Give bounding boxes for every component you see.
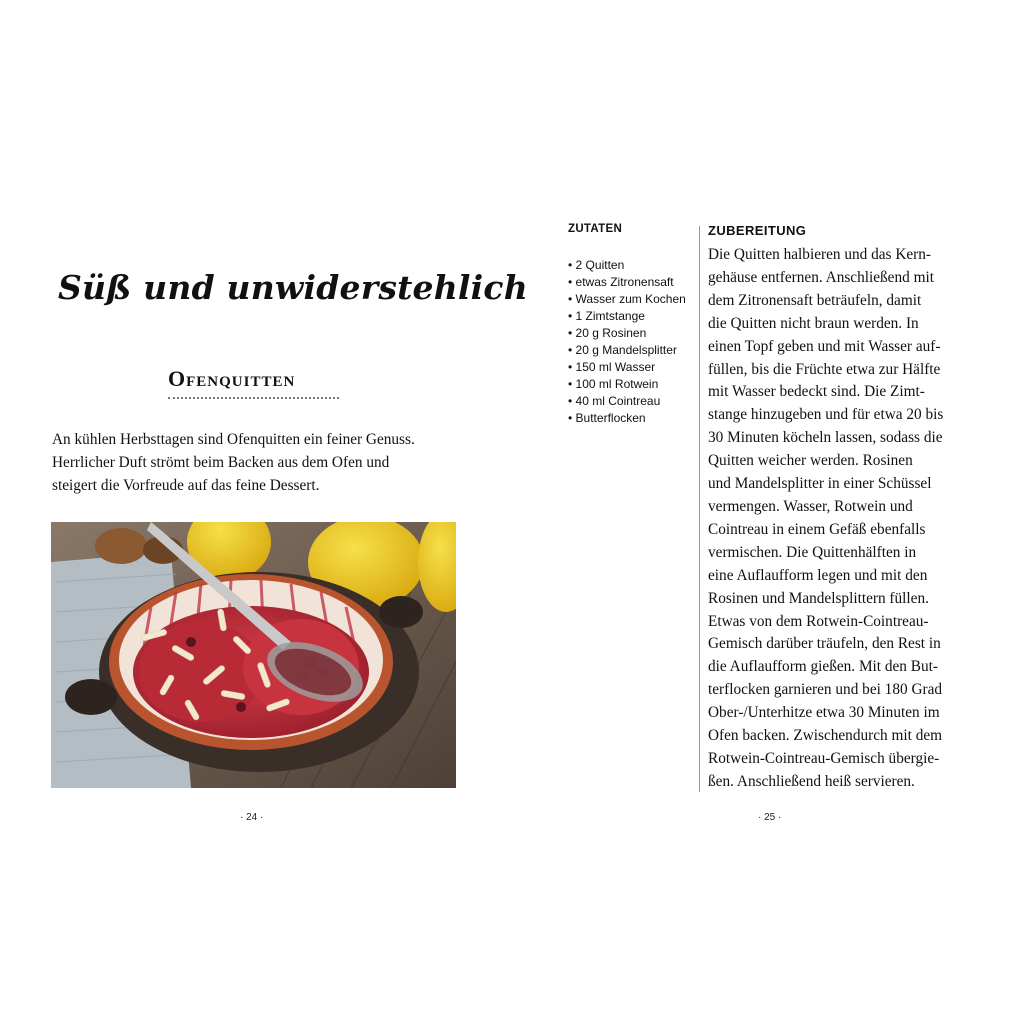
preparation-line: vermengen. Wasser, Rotwein und: [708, 497, 913, 515]
ingredient-item: • Wasser zum Kochen: [568, 291, 693, 308]
page-number-right: · 25 ·: [758, 812, 782, 823]
ingredient-item: • 1 Zimtstange: [568, 308, 693, 325]
preparation-line: Rosinen und Mandelsplittern füllen.: [708, 589, 929, 607]
ingredient-item: • 20 g Rosinen: [568, 325, 693, 342]
ingredients-list: [568, 257, 693, 427]
chapter-title: Süß und unwiderstehlich: [58, 268, 528, 307]
intro-line: steigert die Vorfreude auf das feine Dessert.: [52, 477, 320, 494]
preparation-line: füllen, bis die Früchte etwa zur Hälfte: [708, 360, 941, 378]
ingredients-heading: ZUTATEN: [568, 223, 623, 235]
preparation-line: ßen. Anschließend heiß servieren.: [708, 772, 915, 790]
ingredient-item: • 2 Quitten: [568, 257, 693, 274]
preparation-line: Die Quitten halbieren und das Kern-: [708, 246, 932, 263]
preparation-line: Etwas von dem Rotwein-Cointreau-: [708, 612, 929, 630]
preparation-line: Gemisch darüber träufeln, den Rest in: [708, 635, 941, 653]
ingredient-item: • 150 ml Wasser: [568, 359, 693, 376]
recipe-photo: [51, 522, 456, 788]
preparation-line: die Auflaufform gießen. Mit den But-: [708, 658, 938, 676]
ingredient-item: • Butterflocken: [568, 410, 693, 427]
preparation-line: mit Wasser bedeckt sind. Die Zimt-: [708, 383, 925, 401]
preparation-line: Ofen backen. Zwischendurch mit dem: [708, 727, 943, 745]
preparation-line: dem Zitronensaft beträufeln, damit: [708, 291, 922, 309]
preparation-line: Rotwein-Cointreau-Gemisch übergie-: [708, 749, 940, 767]
preparation-line: vermischen. Die Quittenhälften in: [708, 543, 917, 561]
preparation-text: [708, 244, 978, 794]
page-number-left: · 24 ·: [240, 812, 264, 823]
ingredient-item: • 20 g Mandelsplitter: [568, 342, 693, 359]
recipe-title-underline: [168, 397, 339, 399]
intro-paragraph: [52, 428, 462, 497]
ingredient-item: • 40 ml Cointreau: [568, 393, 693, 410]
preparation-line: und Mandelsplitter in einer Schüssel: [708, 475, 932, 493]
column-divider: [699, 226, 700, 792]
preparation-line: einen Topf geben und mit Wasser auf-: [708, 337, 941, 355]
preparation-line: gehäuse entfernen. Anschließend mit: [708, 268, 934, 286]
preparation-line: Cointreau in einem Gefäß ebenfalls: [708, 520, 926, 538]
preparation-line: 30 Minuten köcheln lassen, sodass die: [708, 429, 943, 447]
preparation-line: Ober-/Unterhitze etwa 30 Minuten im: [708, 704, 940, 722]
preparation-line: die Quitten nicht braun werden. In: [708, 314, 919, 332]
preparation-line: stange hinzugeben und für etwa 20 bis: [708, 406, 944, 424]
preparation-line: Quitten weicher werden. Rosinen: [708, 452, 913, 470]
preparation-line: eine Auflaufform legen und mit den: [708, 566, 928, 584]
ingredient-item: • etwas Zitronensaft: [568, 274, 693, 291]
recipe-title: Ofenquitten: [168, 366, 296, 391]
preparation-heading: ZUBEREITUNG: [708, 223, 807, 238]
intro-line: Herrlicher Duft strömt beim Backen aus dem Ofen und: [52, 454, 390, 471]
preparation-line: terflocken garnieren und bei 180 Grad: [708, 681, 943, 699]
ingredient-item: • 100 ml Rotwein: [568, 376, 693, 393]
intro-line: An kühlen Herbsttagen sind Ofenquitten ein feiner Genuss.: [52, 431, 415, 448]
